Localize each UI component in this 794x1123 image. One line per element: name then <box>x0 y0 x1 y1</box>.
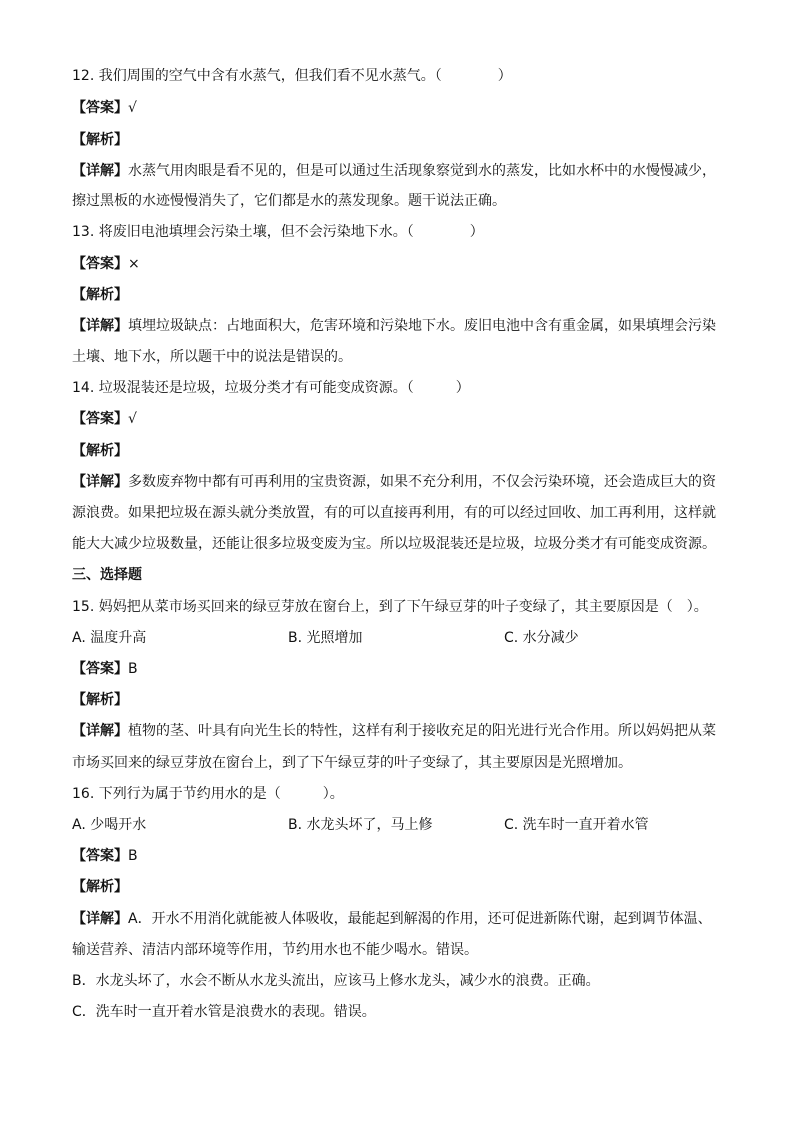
analysis-15 <box>72 691 722 709</box>
detail-16-text-2: 输送营养、清洁内部环境等作用，节约用水也不能少喝水。错误。 <box>72 942 478 958</box>
answer-label: 【答案】 <box>72 848 128 864</box>
detail-15 <box>72 722 722 740</box>
analysis-16 <box>72 878 722 896</box>
question-16 <box>72 785 722 803</box>
answer-label: 【答案】 <box>72 256 128 272</box>
answer-12-value: √ <box>128 100 137 116</box>
detail-14-line-3 <box>72 535 722 553</box>
answer-16-value: B <box>128 848 138 864</box>
detail-14-text-1: 多数废弃物中都有可再利用的宝贵资源，如果不充分利用，不仅会污染环境，还会造成巨大的资 <box>128 474 716 490</box>
answer-label: 【答案】 <box>72 411 128 427</box>
detail-16-line-3 <box>72 972 722 990</box>
detail-12 <box>72 162 722 180</box>
answer-13 <box>72 255 722 273</box>
detail-13-text-2: 土壤、地下水，所以题干中的说法是错误的。 <box>72 349 352 365</box>
analysis-12 <box>72 131 722 149</box>
detail-label: 【详解】 <box>72 163 128 179</box>
detail-15-text-1: 植物的茎、叶具有向光生长的特性，这样有利于接收充足的阳光进行光合作用。所以妈妈把从菜 <box>128 723 716 739</box>
answer-14-value: √ <box>128 411 137 427</box>
detail-16-text-4: C．洗车时一直开着水管是浪费水的表现。错误。 <box>72 1004 376 1020</box>
detail-16-line-2 <box>72 941 722 959</box>
question-14 <box>72 379 722 397</box>
question-15-text: 15. 妈妈把从菜市场买回来的绿豆芽放在窗台上，到了下午绿豆芽的叶子变绿了，其主要原因是（ ）。 <box>72 599 708 615</box>
detail-label: 【详解】 <box>72 723 128 739</box>
detail-16-text-3: B．水龙头坏了，水会不断从水龙头流出，应该马上修水龙头，减少水的浪费。正确。 <box>72 973 600 989</box>
analysis-label: 【解析】 <box>72 443 128 459</box>
option-16-b: B. 水龙头坏了，马上修 <box>288 817 433 833</box>
detail-12-text-2: 擦过黑板的水迹慢慢消失了，它们都是水的蒸发现象。题干说法正确。 <box>72 193 506 209</box>
option-15-a: A. 温度升高 <box>72 630 147 646</box>
analysis-13 <box>72 286 722 304</box>
detail-15-line-2 <box>72 754 722 772</box>
detail-12-text-1: 水蒸气用肉眼是看不见的，但是可以通过生活现象察觉到水的蒸发，比如水杯中的水慢慢减少， <box>128 163 716 179</box>
analysis-label: 【解析】 <box>72 879 128 895</box>
question-14-text: 14. 垃圾混装还是垃圾，垃圾分类才有可能变成资源。（ ） <box>72 380 470 396</box>
detail-16-line-4 <box>72 1003 722 1021</box>
answer-16 <box>72 847 722 865</box>
detail-13 <box>72 317 722 335</box>
analysis-label: 【解析】 <box>72 287 128 303</box>
option-15-c: C. 水分减少 <box>504 630 579 646</box>
detail-14 <box>72 473 722 491</box>
analysis-label: 【解析】 <box>72 692 128 708</box>
detail-12-line-2 <box>72 192 722 210</box>
detail-15-text-2: 市场买回来的绿豆芽放在窗台上，到了下午绿豆芽的叶子变绿了，其主要原因是光照增加。 <box>72 755 632 771</box>
detail-14-text-3: 能大大减少垃圾数量，还能让很多垃圾变废为宝。所以垃圾混装还是垃圾，垃圾分类才有可能变成资源。 <box>72 536 716 552</box>
answer-14 <box>72 410 722 428</box>
option-15-b: B. 光照增加 <box>288 630 363 646</box>
detail-label: 【详解】 <box>72 911 128 927</box>
answer-15 <box>72 660 722 678</box>
answer-15-value: B <box>128 661 138 677</box>
analysis-label: 【解析】 <box>72 132 128 148</box>
answer-12 <box>72 99 722 117</box>
question-16-text: 16. 下列行为属于节约用水的是（ ）。 <box>72 786 344 802</box>
section-heading: 三、选择题 <box>72 567 142 583</box>
detail-label: 【详解】 <box>72 318 128 334</box>
answer-label: 【答案】 <box>72 100 128 116</box>
option-16-a: A. 少喝开水 <box>72 817 147 833</box>
question-13-text: 13. 将废旧电池填埋会污染土壤，但不会污染地下水。（ ） <box>72 224 484 240</box>
question-13 <box>72 223 722 241</box>
detail-label: 【详解】 <box>72 474 128 490</box>
analysis-14 <box>72 442 722 460</box>
detail-14-text-2: 源浪费。如果把垃圾在源头就分类放置，有的可以直接再利用，有的可以经过回收、加工再利用，这样就 <box>72 505 716 521</box>
question-12 <box>72 67 722 85</box>
question-12-text: 12. 我们周围的空气中含有水蒸气，但我们看不见水蒸气。（ ） <box>72 68 512 84</box>
option-16-c: C. 洗车时一直开着水管 <box>504 817 649 833</box>
detail-13-line-2 <box>72 348 722 366</box>
detail-16-text-1: A．开水不用消化就能被人体吸收，最能起到解渴的作用，还可促进新陈代谢，起到调节体温、 <box>128 911 712 927</box>
question-15 <box>72 598 722 616</box>
answer-13-value: × <box>128 256 140 272</box>
detail-14-line-2 <box>72 504 722 522</box>
detail-13-text-1: 填埋垃圾缺点：占地面积大，危害环境和污染地下水。废旧电池中含有重金属，如果填埋会污染 <box>128 318 716 334</box>
answer-label: 【答案】 <box>72 661 128 677</box>
detail-16 <box>72 910 722 928</box>
